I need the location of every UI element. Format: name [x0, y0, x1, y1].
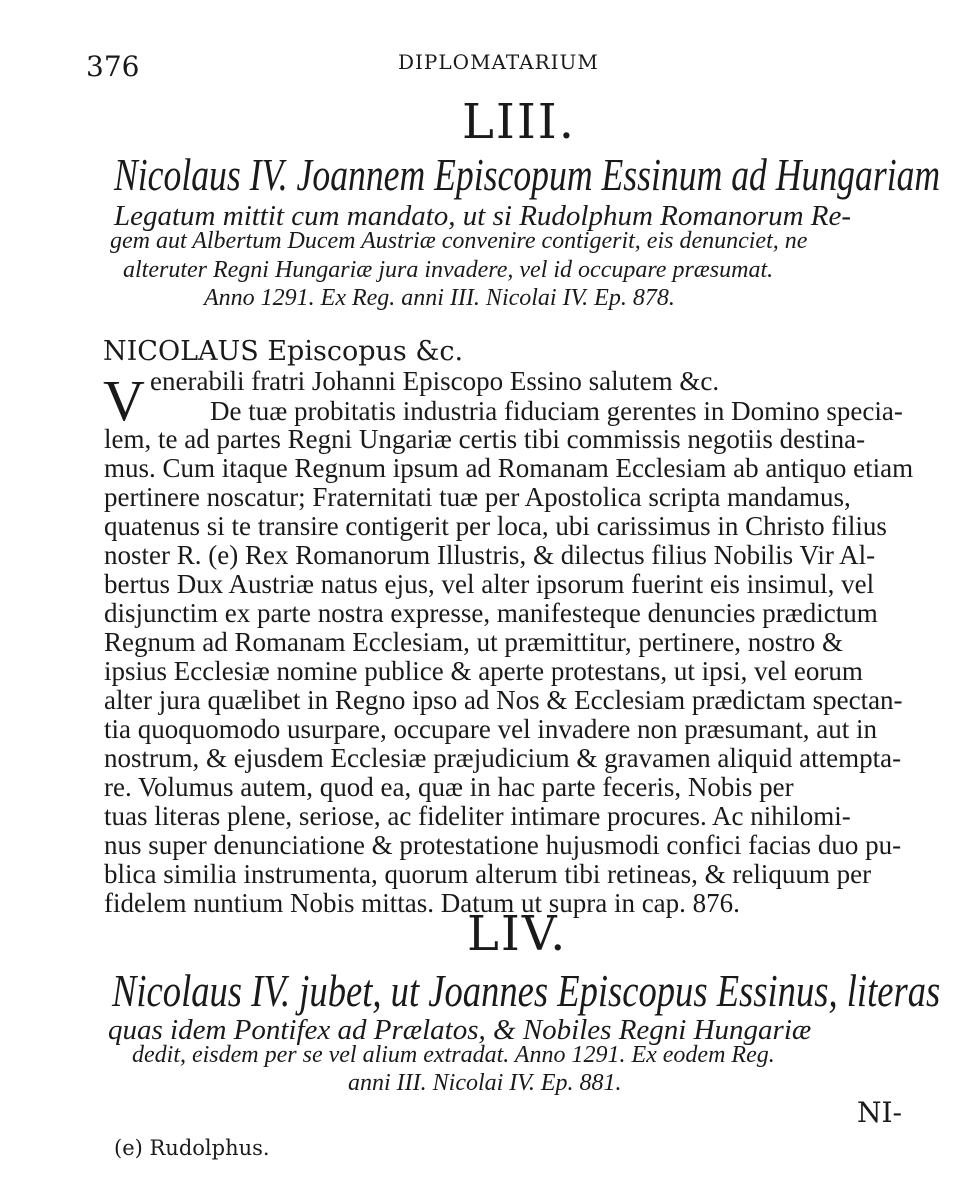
body-line: quatenus si te transire contigerit per loca, ubi carissimus in Christo filius [104, 511, 887, 541]
summary-line: gem aut Albertum Ducem Austriæ convenire contigerit, eis denunciet, ne [110, 228, 808, 254]
body-line: enerabili fratri Johanni Episcopo Essino salutem &c. [150, 366, 720, 396]
body-line: re. Volumus autem, quod ea, quæ in hac parte feceris, Nobis per [104, 772, 794, 802]
body-line: nus super denunciatione & protestatione hujusmodi confici facias duo pu- [104, 830, 902, 860]
summary-line: alteruter Regni Hungariæ jura invadere, vel id occupare præsumat. [123, 257, 774, 283]
body-line: Regnum ad Romanam Ecclesiam, ut præmittitur, pertinere, nostro & [104, 627, 844, 657]
body-line: disjunctim ex parte nostra expresse, manifesteque denuncies prædictum [104, 598, 878, 628]
body-line: De tuæ probitatis industria fiduciam gerentes in Domino specia- [210, 396, 903, 426]
catchword: NI- [857, 1096, 903, 1129]
body-line: bertus Dux Austriæ natus ejus, vel alter ipsorum fuerint eis insimul, vel [104, 569, 875, 599]
body-line: fidelem nuntium Nobis mittas. Datum ut supra in cap. 876. [104, 888, 740, 918]
running-title: DIPLOMATARIUM [398, 50, 599, 74]
body-line: ipsius Ecclesiæ nomine publice & aperte protestans, ut ipsi, vel eorum [104, 656, 863, 686]
body-line: pertinere noscatur; Fraternitati tuæ per Apostolica scripta mandamus, [104, 482, 851, 512]
document-title-line2: Legatum mittit cum mandato, ut si Rudolphum Romanorum Re- [114, 200, 852, 232]
body-line: alter jura quælibet in Regno ipso ad Nos & Ecclesiam prædictam spectan- [104, 685, 903, 715]
summary-line: dedit, eisdem per se vel alium extradat. Anno 1291. Ex eodem Reg. [132, 1042, 775, 1068]
body-line: blica similia instrumenta, quorum alterum tibi retineas, & reliquum per [104, 859, 872, 889]
page-number: 376 [86, 50, 140, 83]
body-line: noster R. (e) Rex Romanorum Illustris, & dilectus filius Nobilis Vir Al- [104, 540, 876, 570]
document-title-line2: quas idem Pontifex ad Prælatos, & Nobiles Regni Hungariæ [108, 1014, 812, 1046]
body-line: mus. Cum itaque Regnum ipsum ad Romanam Ecclesiam ab antiquo etiam [104, 453, 914, 483]
summary-line: Anno 1291. Ex Reg. anni III. Nicolai IV. Ep. 878. [204, 285, 675, 311]
document-title: Nicolaus IV. Joannem Episcopum Essinum ad Hungariam [114, 149, 941, 200]
body-line: nostrum, & ejusdem Ecclesiæ præjudicium & gravamen aliquid attempta- [104, 743, 902, 773]
drop-capital: V [103, 368, 145, 433]
body-line: lem, te ad partes Regni Ungariæ certis tibi commissis negotiis destina- [104, 424, 866, 454]
footnote: (e) Rudolphus. [114, 1136, 270, 1160]
document-numeral: LIII. [462, 94, 577, 150]
document-numeral: LIV. [467, 906, 568, 962]
summary-line: anni III. Nicolai IV. Ep. 881. [348, 1070, 622, 1096]
body-line: tia quoquomodo usurpare, occupare vel invadere non præsumant, aut in [104, 714, 878, 744]
body-line: tuas literas plene, seriose, ac fideliter intimare procures. Ac nihilomi- [104, 801, 851, 831]
salutation: NICOLAUS Episcopus &c. [103, 336, 464, 367]
document-title: Nicolaus IV. jubet, ut Joannes Episcopus Essinus, literas [112, 965, 941, 1016]
